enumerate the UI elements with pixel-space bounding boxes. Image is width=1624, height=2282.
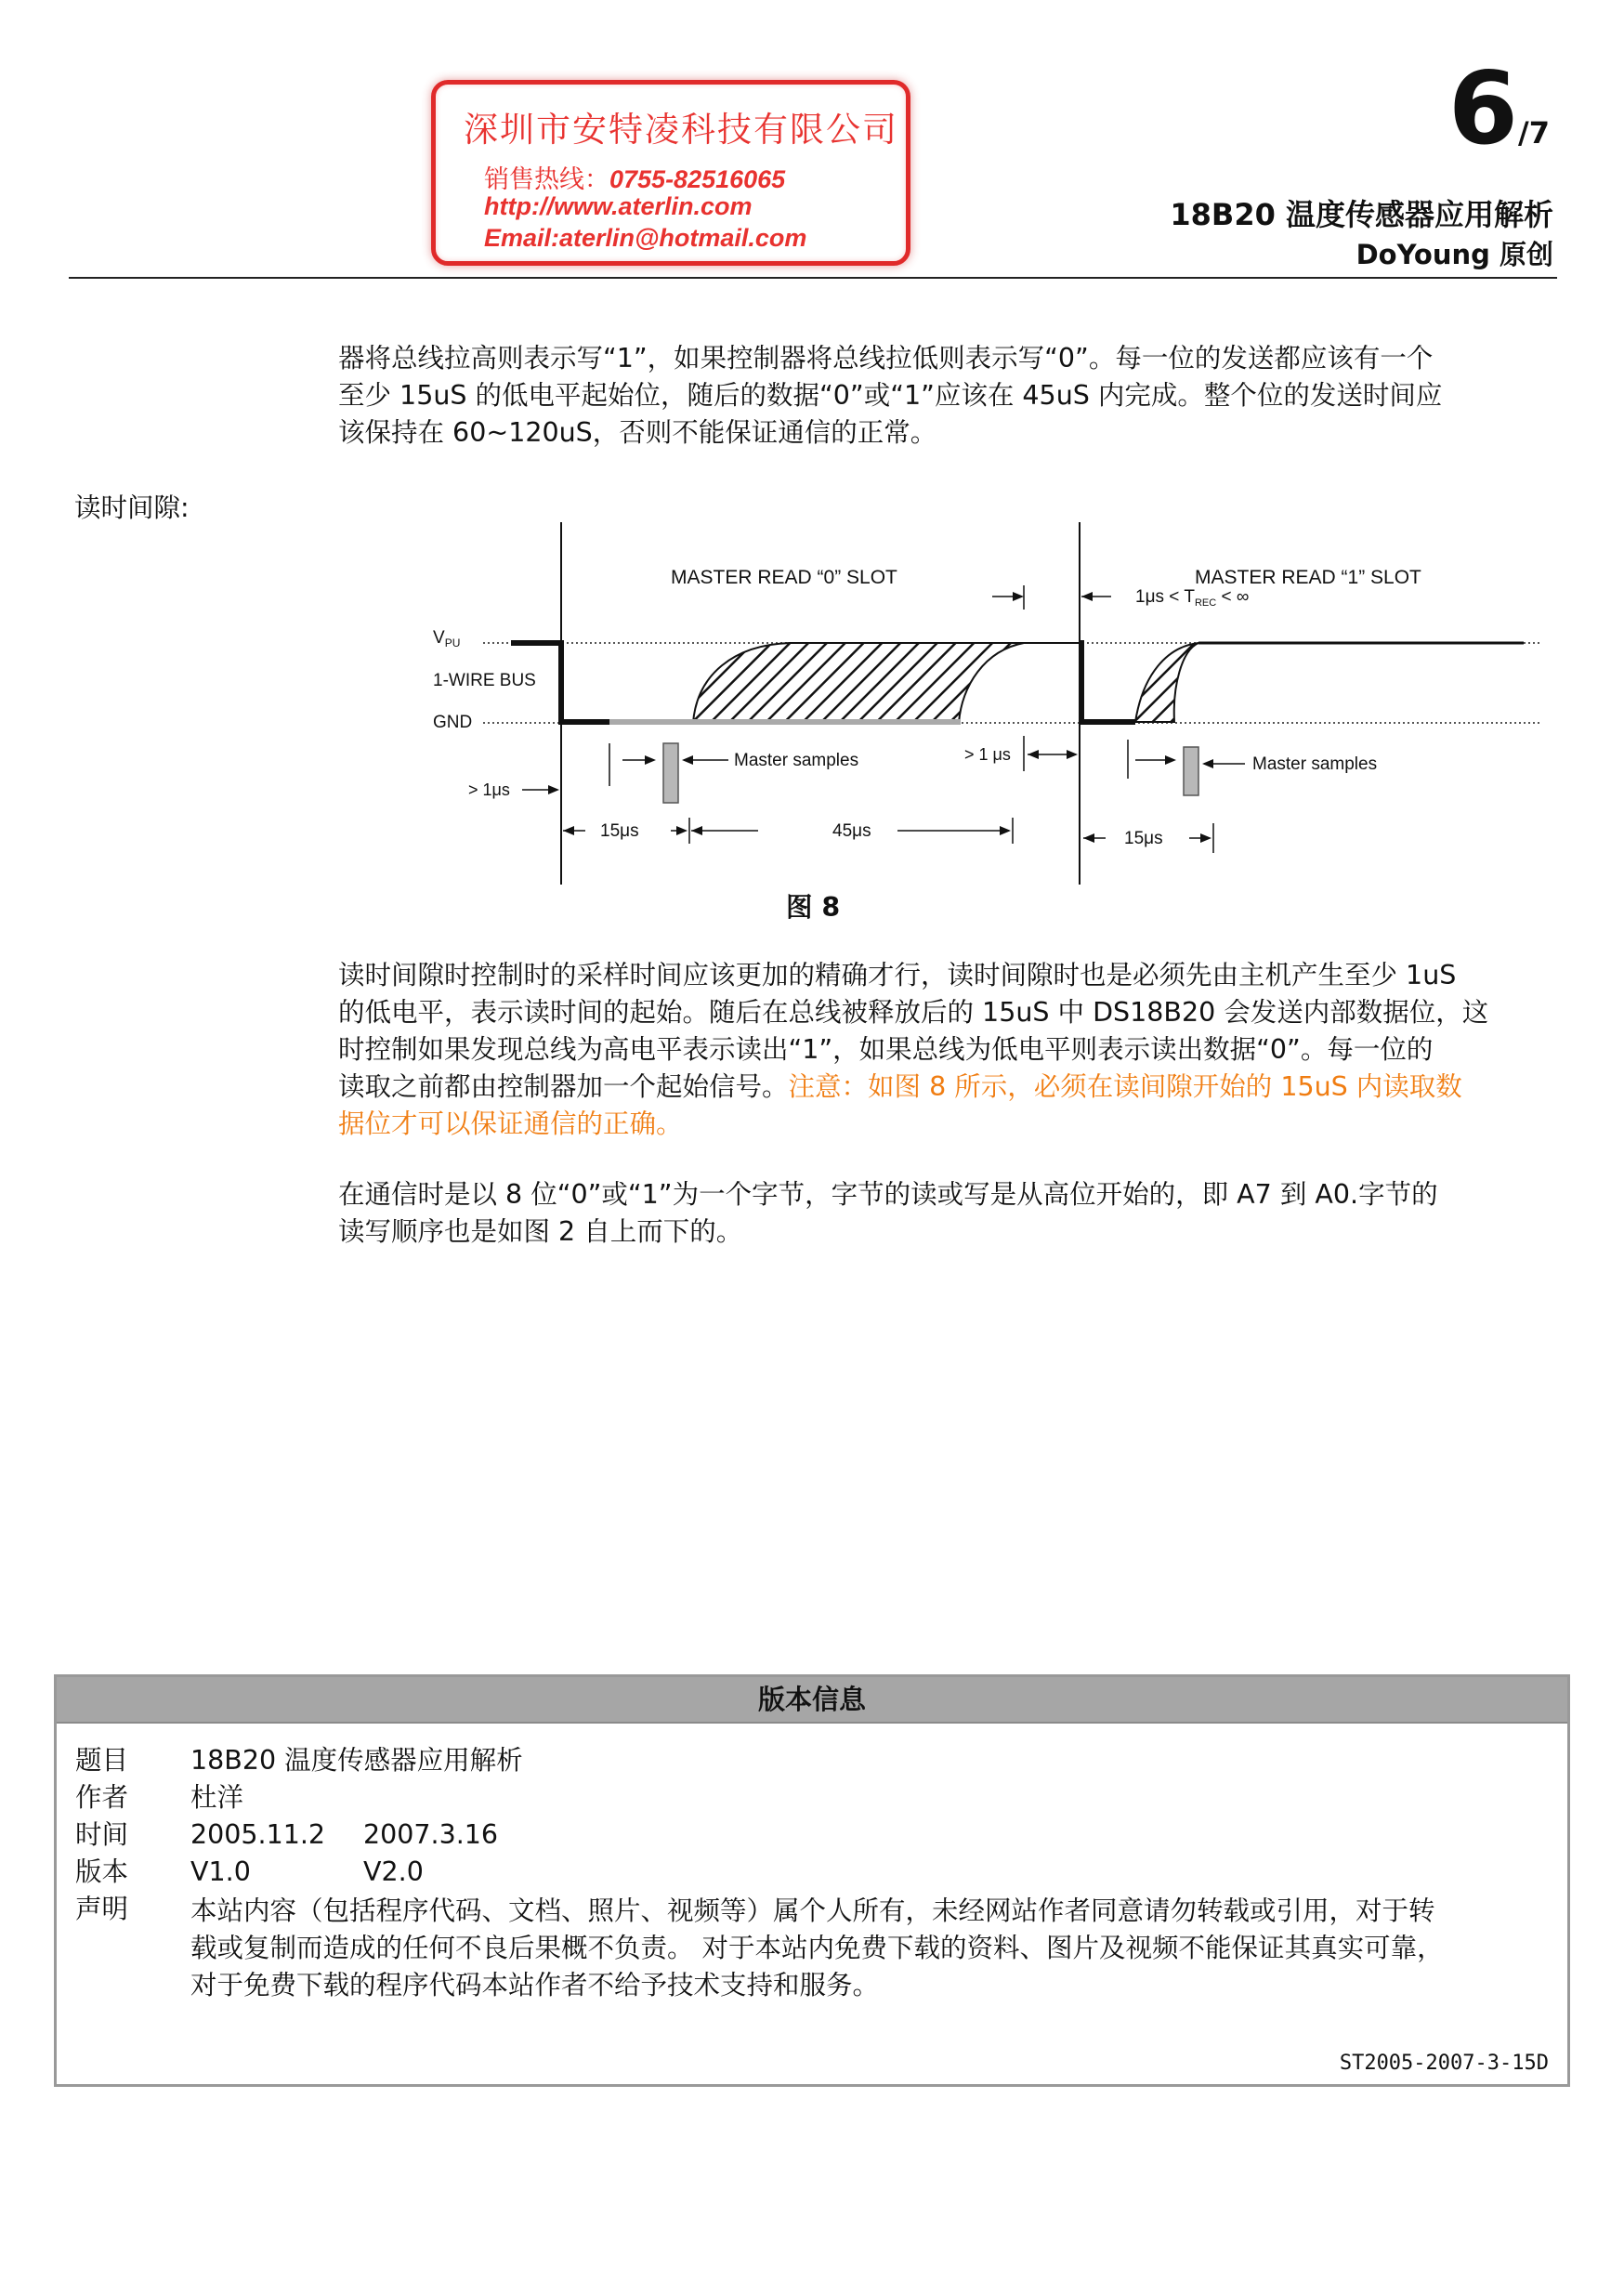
gt1us-left-label: > 1μs xyxy=(468,780,510,799)
read-line: 读时间隙时控制时的采样时间应该更加的精确才行，读时间隙时也是必须先由主机产生至少 1uS xyxy=(338,960,1457,990)
gt1us-right-arrowhead-a xyxy=(1028,750,1039,759)
author-key: 作者 xyxy=(75,1782,129,1813)
slot1-title: MASTER READ “1” SLOT xyxy=(1195,567,1421,588)
company-stamp xyxy=(431,80,910,266)
byte-line: 在通信时是以 8 位“0”或“1”为一个字节，字节的读或写是从高位开始的，即 A7 到 A0.字节的 xyxy=(338,1179,1438,1210)
read-slot-timing-diagram xyxy=(418,517,1552,892)
stamp-company-name: 深圳市安特凌科技有限公司 xyxy=(464,111,898,149)
version-value-1: V1.0 xyxy=(190,1856,251,1887)
gnd-label: GND xyxy=(433,713,473,732)
stamp-hotline-label: 销售热线： xyxy=(484,165,609,193)
read-line: 时控制如果发现总线为高电平表示读出“1”，如果总线为低电平则表示读出数据“0”。每一位的 xyxy=(338,1034,1434,1065)
statement-key: 声明 xyxy=(75,1894,129,1924)
page-number-total: /7 xyxy=(1518,115,1550,151)
version-info-header: 版本信息 xyxy=(57,1677,1567,1724)
title-key: 题目 xyxy=(75,1745,129,1776)
read-line: 的低电平，表示读时间的起始。随后在总线被释放后的 15uS 中 DS18B20 会发送内部数据位，这 xyxy=(338,997,1489,1028)
statement-line: 本站内容（包括程序代码、文档、照片、视频等）属个人所有，未经网站作者同意请勿转载或引用，对于转 xyxy=(190,1895,1435,1926)
stamp-hotline-number: 0755-82516065 xyxy=(609,165,786,193)
bus-label: 1-WIRE BUS xyxy=(433,671,536,690)
master-samples-1-label: Master samples xyxy=(1252,754,1378,774)
slot1-sample-arrowhead xyxy=(1165,755,1176,765)
section-label-read-slot: 读时间隙: xyxy=(74,492,190,523)
document-author: DoYoung 原创 xyxy=(1356,239,1553,270)
page-number-current: 6 xyxy=(1447,51,1519,167)
t15-0-right-arrowhead xyxy=(676,826,688,835)
slot1-hatched-region xyxy=(1135,643,1198,722)
slot0-hatched-region xyxy=(693,643,1024,723)
read-note-highlight: 注意：如图 8 所示，必须在读间隙开始的 15uS 内读取数 xyxy=(788,1071,1462,1102)
byte-order-paragraph xyxy=(338,1176,1555,1251)
master-samples-0-label: Master samples xyxy=(734,751,859,770)
slot0-sample-arrowhead xyxy=(645,755,656,765)
stamp-hotline xyxy=(484,159,785,195)
document-code: ST2005-2007-3-15D xyxy=(1339,2052,1549,2075)
t45-label: 45μs xyxy=(832,821,871,841)
slot1-sample-window xyxy=(1184,747,1198,795)
t15-1-label: 15μs xyxy=(1124,829,1163,848)
intro-paragraph xyxy=(338,340,1555,452)
slot0-title: MASTER READ “0” SLOT xyxy=(671,567,897,588)
stamp-website: http://www.aterlin.com xyxy=(484,192,753,220)
t15-0-label: 15μs xyxy=(600,821,639,841)
read-note-highlight-continued: 据位才可以保证通信的正确。 xyxy=(338,1108,683,1139)
slot1-master-pulse xyxy=(1080,643,1135,722)
figure-caption: 图 8 xyxy=(786,892,841,923)
read-line-normal: 读取之前都由控制器加一个起始信号。 xyxy=(338,1071,789,1102)
byte-line: 读写顺序也是如图 2 自上而下的。 xyxy=(338,1216,743,1247)
statement-line: 对于免费下载的程序代码本站作者不给予技术支持和服务。 xyxy=(190,1970,880,2000)
master-samples-1-arrowhead xyxy=(1202,759,1213,768)
statement-line: 载或复制而造成的任何不良后果概不负责。 对于本站内免费下载的资料、图片及视频不能保证其真实可靠， xyxy=(190,1933,1444,1963)
time-value-2: 2007.3.16 xyxy=(363,1819,499,1850)
intro-line: 器将总线拉高则表示写“1”，如果控制器将总线拉低则表示写“0”。每一位的发送都应该有一个 xyxy=(338,343,1434,374)
read-line xyxy=(338,1069,1555,1106)
gt1us-right-label: > 1 μs xyxy=(964,745,1011,764)
stamp-email: Email:aterlin@hotmail.com xyxy=(484,224,807,252)
version-value-2: V2.0 xyxy=(363,1856,424,1887)
header-divider xyxy=(69,277,1557,279)
author-value: 杜洋 xyxy=(190,1782,244,1813)
version-key: 版本 xyxy=(75,1856,129,1887)
trec-right-arrowhead xyxy=(1081,592,1093,601)
trec-label: $1\mu s < T_{REC}$ < ∞ xyxy=(1135,587,1250,609)
page-number xyxy=(1447,51,1550,167)
vpu-label: $V_{PU}$ xyxy=(433,628,461,649)
read-slot-paragraph xyxy=(338,957,1555,1143)
title-value: 18B20 温度传感器应用解析 xyxy=(190,1745,523,1776)
statement-text xyxy=(190,1893,1556,2004)
intro-line: 该保持在 60~120uS，否则不能保证通信的正常。 xyxy=(338,417,937,448)
t15-1-right-arrowhead xyxy=(1200,833,1211,843)
time-value-1: 2005.11.2 xyxy=(190,1819,326,1850)
document-title: 18B20 温度传感器应用解析 xyxy=(1170,197,1553,232)
slot0-sample-window xyxy=(663,743,678,803)
intro-line: 至少 15uS 的低电平起始位，随后的数据“0”或“1”应该在 45uS 内完成。整个位的发送时间应 xyxy=(338,380,1443,411)
t45-right-arrowhead xyxy=(1000,826,1011,835)
version-info-box xyxy=(54,1674,1570,2087)
master-samples-0-arrowhead xyxy=(682,755,693,765)
gt1us-left-arrowhead xyxy=(548,785,559,794)
gt1us-right-arrowhead-b xyxy=(1067,750,1078,759)
time-key: 时间 xyxy=(75,1819,129,1850)
trec-left-arrowhead xyxy=(1013,592,1024,601)
